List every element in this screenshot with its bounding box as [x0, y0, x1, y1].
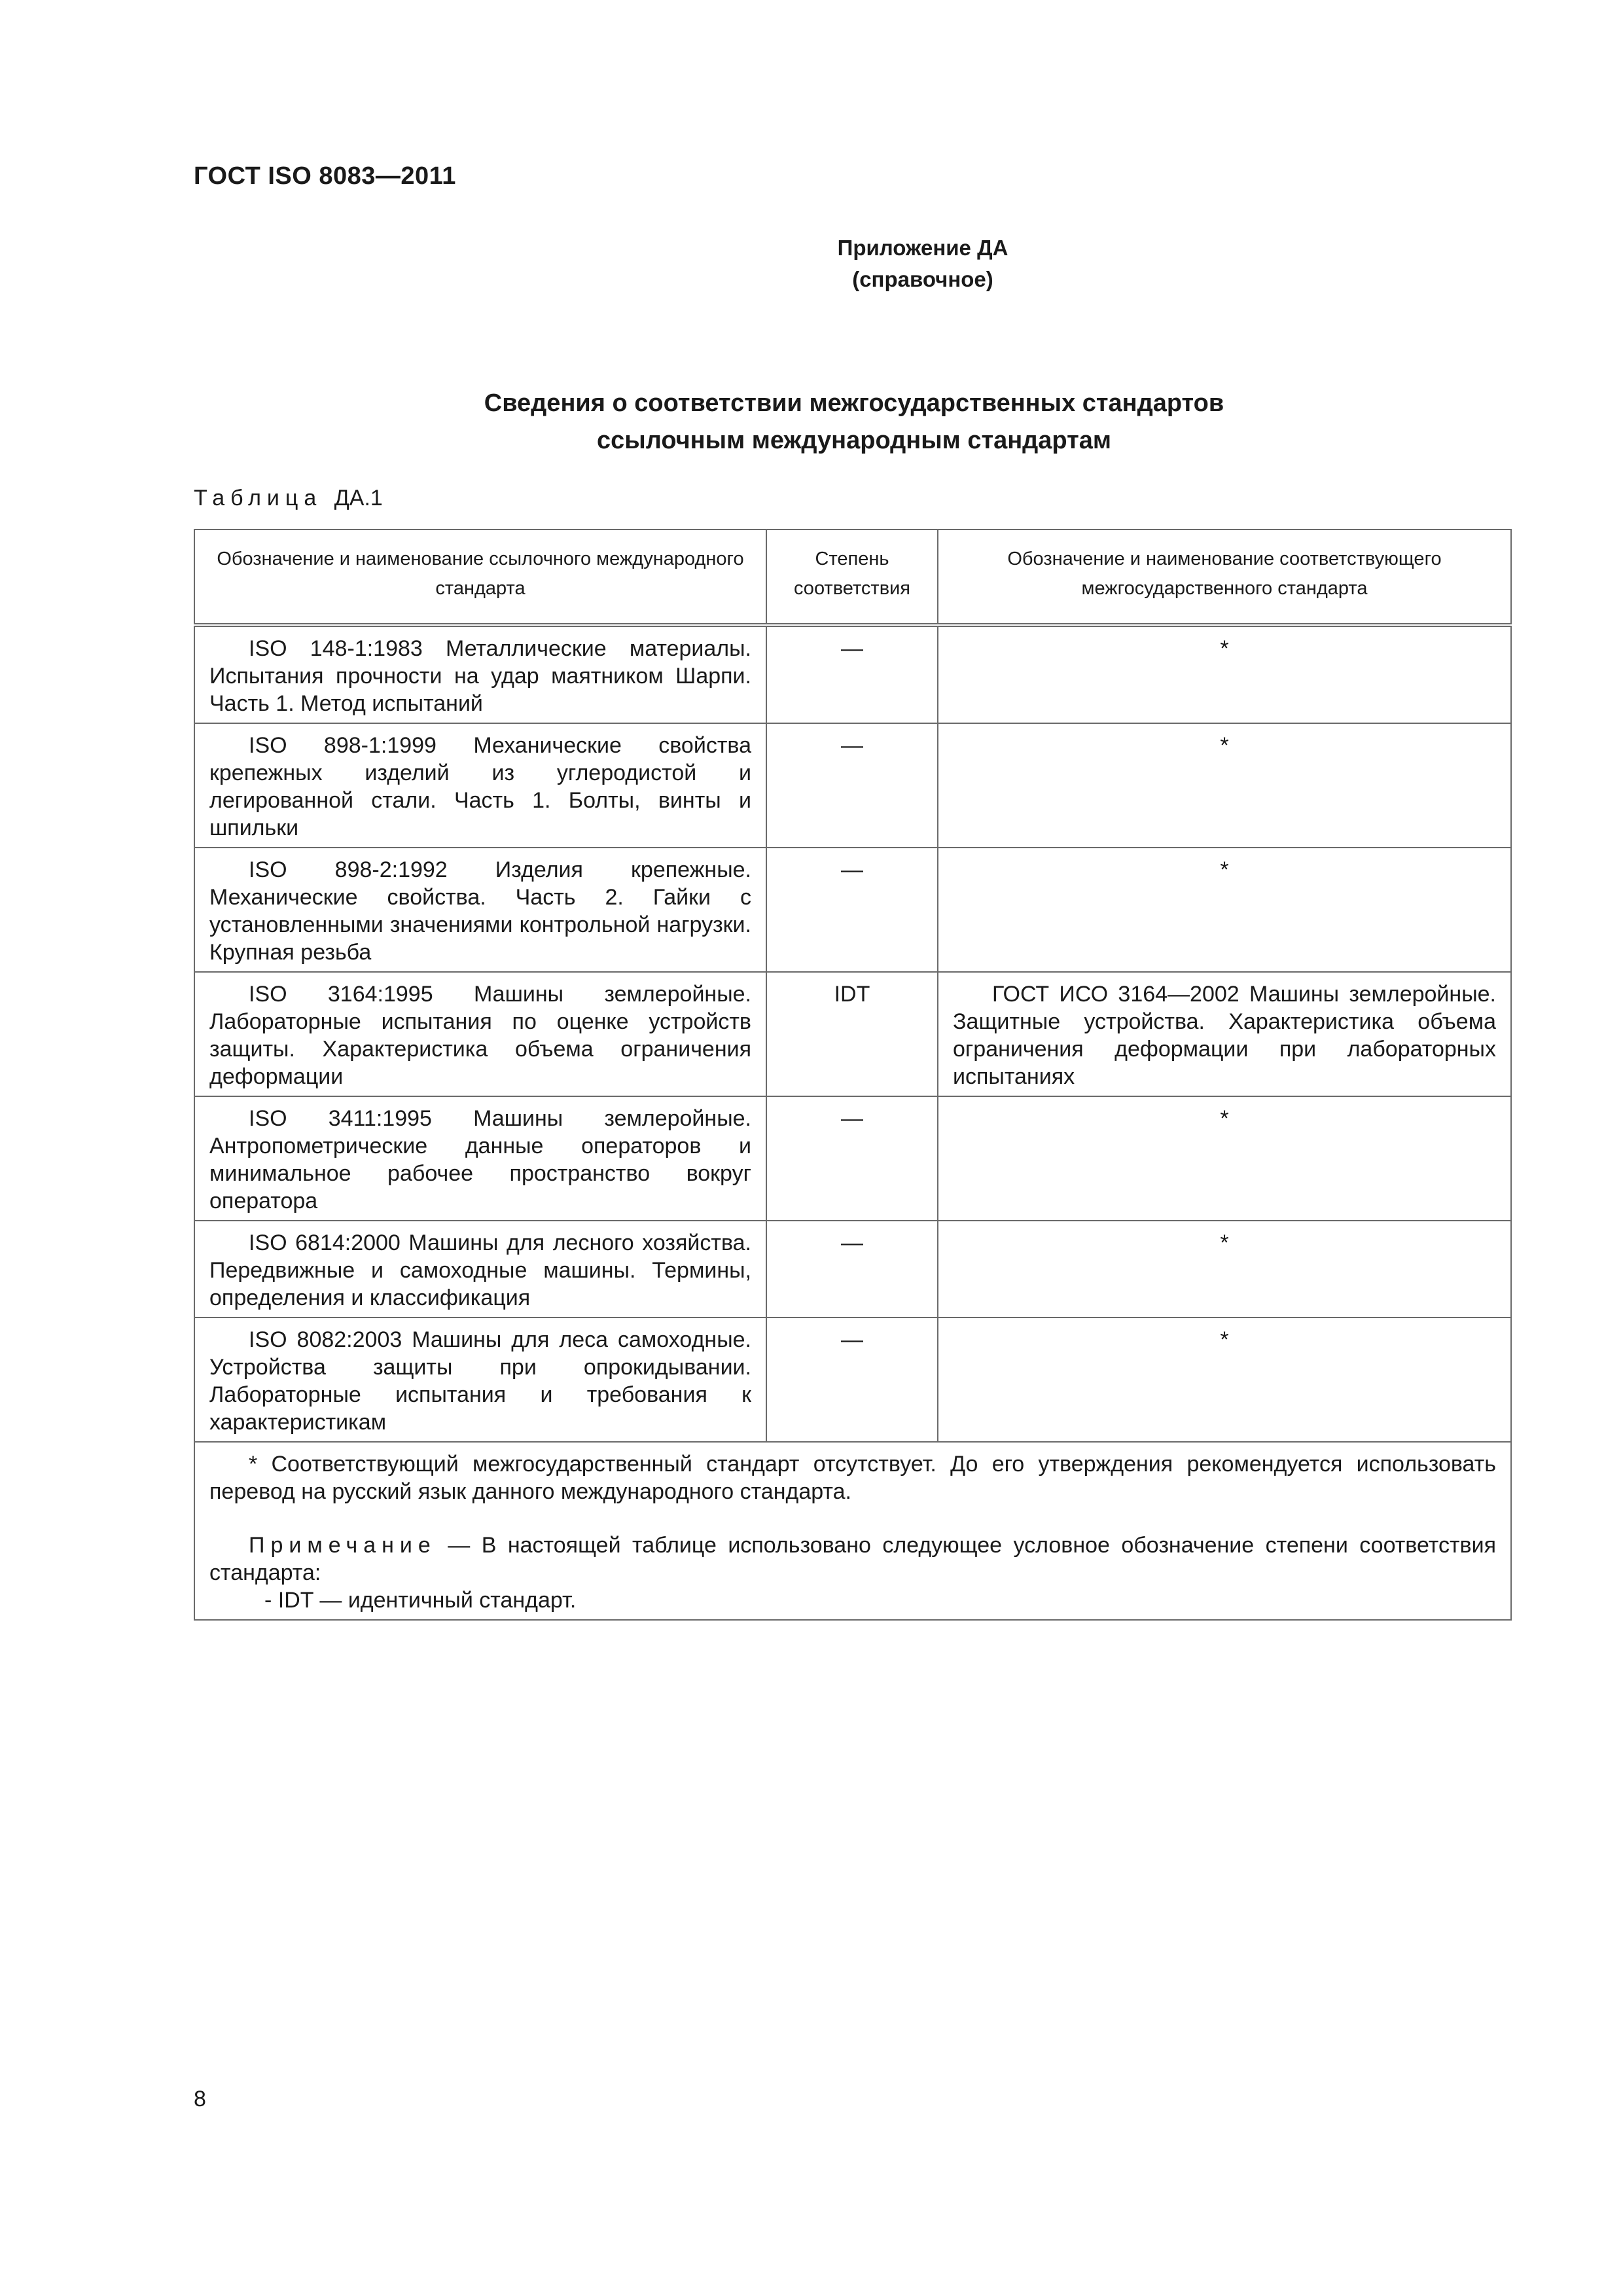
cell-interstate: * [938, 625, 1511, 723]
header-interstate-standard: Обозначение и наименование соответствующего межгосударственного стандарта [938, 529, 1511, 625]
section-title-line-2: ссылочным международным стандартам [596, 427, 1111, 454]
header-reference-standard: Обозначение и наименование ссылочного международного стандарта [194, 529, 766, 625]
cell-reference: ISO 3411:1995 Машины землеройные. Антропометрические данные операторов и минимальное рабочее пространство вокруг оператора [194, 1096, 766, 1221]
table-row [194, 1318, 1511, 1442]
cell-degree: — [766, 1096, 938, 1221]
appendix-title: Приложение ДА [837, 236, 1008, 260]
table-label-number: ДА.1 [334, 486, 383, 511]
cell-degree: — [766, 625, 938, 723]
cell-interstate: * [938, 1221, 1511, 1318]
cell-reference: ISO 6814:2000 Машины для лесного хозяйства. Передвижные и самоходные машины. Термины, определения и классификация [194, 1221, 766, 1318]
cell-degree: — [766, 848, 938, 972]
appendix-subtitle: (справочное) [852, 267, 993, 291]
table-row [194, 972, 1511, 1096]
table-label-prefix: Таблица [194, 486, 323, 511]
section-title-line-1: Сведения о соответствии межгосударственных стандартов [484, 389, 1224, 417]
cell-degree: IDT [766, 972, 938, 1096]
table-row [194, 625, 1511, 723]
table-footer [194, 1442, 1511, 1620]
table-header-row [194, 529, 1511, 625]
table-footer-row [194, 1442, 1511, 1620]
cell-degree: — [766, 1318, 938, 1442]
footnote: * Соответствующий межгосударственный стандарт отсутствует. До его утверждения рекомендуется использовать перевод на русский язык данного международного стандарта. [209, 1452, 1496, 1504]
section-title [0, 385, 1623, 459]
document-id: ГОСТ ISO 8083—2011 [194, 162, 456, 190]
correspondence-table [194, 529, 1512, 1621]
cell-interstate: * [938, 723, 1511, 848]
table-row [194, 848, 1511, 972]
note-text: — В настоящей таблице использовано следующее условное обозначение степени соответствия стандарта: [209, 1533, 1496, 1585]
appendix-heading [0, 232, 1623, 295]
cell-degree: — [766, 1221, 938, 1318]
note-item: - IDT — идентичный стандарт. [264, 1588, 577, 1613]
page-number: 8 [194, 2087, 206, 2111]
note [209, 1532, 1496, 1587]
cell-reference: ISO 898-1:1999 Механические свойства крепежных изделий из углеродистой и легированной стали. Часть 1. Болты, винты и шпильки [194, 723, 766, 848]
table-row [194, 1096, 1511, 1221]
note-label: Примечание [249, 1533, 437, 1558]
table-label [194, 486, 383, 511]
cell-reference: ISO 898-2:1992 Изделия крепежные. Механические свойства. Часть 2. Гайки с установленными значениями контрольной нагрузки. Крупная резьба [194, 848, 766, 972]
cell-interstate: * [938, 1096, 1511, 1221]
cell-interstate: * [938, 1318, 1511, 1442]
cell-reference: ISO 148-1:1983 Металлические материалы. Испытания прочности на удар маятником Шарпи. Часть 1. Метод испытаний [194, 625, 766, 723]
cell-reference: ISO 8082:2003 Машины для леса самоходные. Устройства защиты при опрокидывании. Лабораторные испытания и требования к характеристикам [194, 1318, 766, 1442]
cell-interstate: ГОСТ ИСО 3164—2002 Машины землеройные. Защитные устройства. Характеристика объема ограничения деформации при лабораторных испытаниях [938, 972, 1511, 1096]
header-degree: Степень соответствия [766, 529, 938, 625]
cell-interstate: * [938, 848, 1511, 972]
cell-degree: — [766, 723, 938, 848]
cell-reference: ISO 3164:1995 Машины землеройные. Лабораторные испытания по оценке устройств защиты. Характеристика объема ограничения деформации [194, 972, 766, 1096]
table-row [194, 723, 1511, 848]
table-row [194, 1221, 1511, 1318]
